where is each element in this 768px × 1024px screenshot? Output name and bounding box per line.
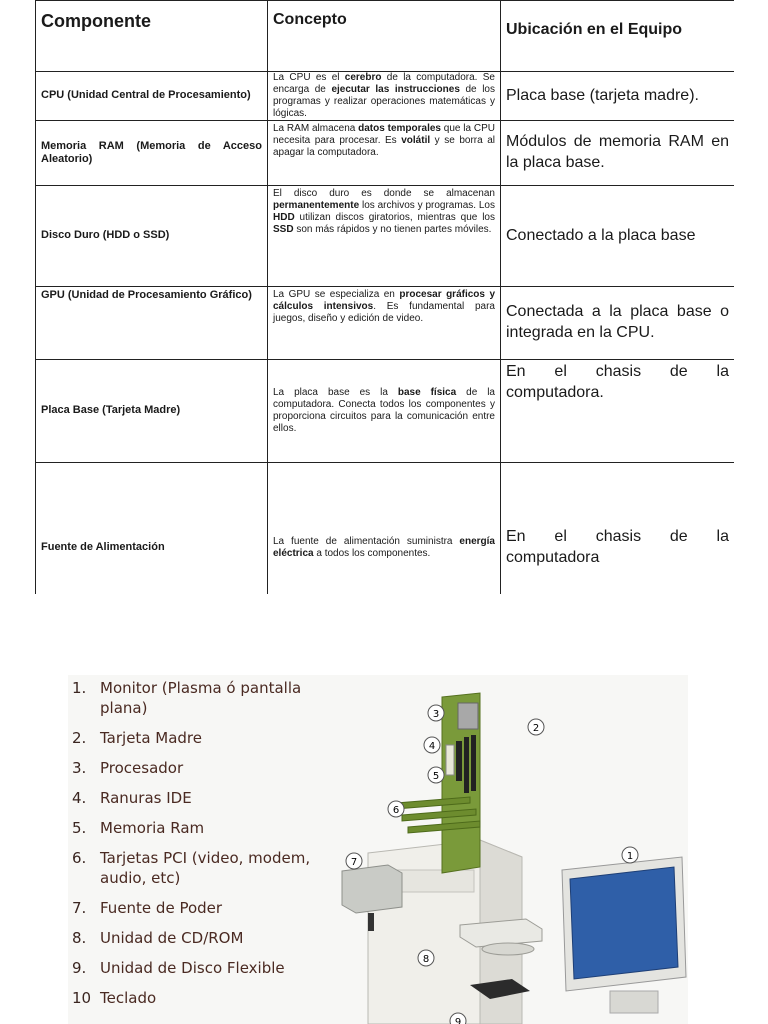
concept-cell [268, 121, 501, 186]
table-row [36, 72, 735, 121]
legend-text: Tarjetas PCI (video, modem, audio, etc) [100, 849, 311, 887]
svg-text:9: 9 [454, 1017, 462, 1024]
legend-number: 7. [72, 899, 87, 917]
legend-number: 3. [72, 759, 87, 777]
callout-3 [428, 705, 444, 721]
concept-text: El disco duro es donde se almacenan [273, 188, 495, 199]
component-cell: GPU (Unidad de Procesamiento Gráfico) [36, 287, 268, 360]
legend-text: Monitor (Plasma ó pantalla plana) [100, 679, 302, 717]
legend-text: Teclado [100, 989, 157, 1007]
location-cell: Placa base (tarjeta madre). [501, 72, 735, 121]
legend-item [72, 788, 332, 808]
concept-text: de los programas y realizar operaciones matemáticas y lógicas. [273, 84, 495, 119]
concept-text: . Es fundamental para juegos, diseño y edición de video. [273, 301, 495, 324]
legend-item [72, 758, 332, 778]
header-ubicacion: Ubicación en el Equipo [501, 1, 735, 72]
legend-number: 5. [72, 819, 87, 837]
callout-8 [418, 950, 434, 966]
legend-number: 2. [72, 729, 87, 747]
table-row [36, 287, 735, 360]
header-componente: Componente [36, 1, 268, 72]
svg-text:8: 8 [422, 954, 430, 965]
concept-emphasis: volátil [401, 135, 431, 146]
legend-item [72, 678, 332, 718]
concept-emphasis: ejecutar las instrucciones [331, 84, 460, 95]
concept-text: de la computadora. Conecta todos los componentes y proporciona circuitos para la comunicación entre ellos. [273, 387, 495, 434]
svg-text:6: 6 [392, 805, 400, 816]
callout-4 [424, 737, 440, 753]
location-cell: Conectado a la placa base [501, 186, 735, 287]
table-row [36, 463, 735, 595]
legend-number: 4. [72, 789, 87, 807]
svg-text:4: 4 [428, 741, 436, 752]
concept-cell [268, 186, 501, 287]
legend-text: Fuente de Poder [100, 899, 223, 917]
svg-text:3: 3 [432, 709, 440, 720]
components-table-container [35, 0, 734, 594]
callout-6 [388, 801, 404, 817]
legend-text: Memoria Ram [100, 819, 205, 837]
legend-text: Ranuras IDE [100, 789, 192, 807]
legend-number: 1. [72, 679, 87, 697]
legend-number: 8. [72, 929, 87, 947]
concept-text: que la CPU necesita para procesar. Es [273, 123, 495, 146]
concept-emphasis: HDD [273, 212, 295, 223]
concept-text: utilizan discos giratorios, mientras que los [294, 212, 495, 223]
components-table [35, 0, 734, 594]
concept-text: los archivos y programas. Los [359, 200, 495, 211]
concept-emphasis: procesar gráficos y cálculos intensivos [273, 289, 496, 312]
svg-text:1: 1 [626, 851, 634, 862]
legend-text: Procesador [100, 759, 184, 777]
svg-text:2: 2 [532, 723, 540, 734]
table-row [36, 360, 735, 463]
component-cell: Memoria RAM (Memoria de Acceso Aleatorio) [36, 121, 268, 186]
concept-text: La placa base es la [273, 387, 398, 398]
callout-1 [622, 847, 638, 863]
callout-5 [428, 767, 444, 783]
location-cell: Módulos de memoria RAM en la placa base. [501, 121, 735, 186]
concept-cell [268, 287, 501, 360]
legend-item [72, 818, 332, 838]
callout-9 [450, 1013, 466, 1024]
concept-text: y se borra al apagar la computadora. [273, 135, 495, 158]
legend-text: Unidad de Disco Flexible [100, 959, 285, 977]
component-cell: Disco Duro (HDD o SSD) [36, 186, 268, 287]
concept-cell [268, 360, 501, 463]
concept-emphasis: datos temporales [358, 123, 441, 134]
legend-item [72, 988, 332, 1008]
table-header-row [36, 1, 735, 72]
concept-cell [268, 72, 501, 121]
monitor [562, 857, 686, 1013]
parts-legend [72, 678, 332, 1018]
concept-emphasis: energía eléctrica [273, 536, 495, 559]
concept-text: de la computadora. Se encarga de [273, 72, 495, 95]
svg-text:5: 5 [432, 771, 440, 782]
component-cell: Fuente de Alimentación [36, 463, 268, 595]
legend-item [72, 848, 332, 888]
callout-2 [528, 719, 544, 735]
legend-text: Tarjeta Madre [100, 729, 202, 747]
legend-item [72, 728, 332, 748]
location-cell: En el chasis de la computadora [501, 463, 735, 595]
table-row [36, 186, 735, 287]
motherboard [442, 693, 480, 873]
location-cell: Conectada a la placa base o integrada en la CPU. [501, 287, 735, 360]
concept-text: La GPU se especializa en [273, 289, 400, 300]
concept-cell [268, 463, 501, 595]
legend-text: Unidad de CD/ROM [100, 929, 244, 947]
concept-text: La fuente de alimentación suministra [273, 536, 460, 547]
legend-item [72, 898, 332, 918]
concept-text: La CPU es el [273, 72, 345, 83]
header-concepto: Concepto [268, 1, 501, 72]
component-cell: Placa Base (Tarjeta Madre) [36, 360, 268, 463]
table-row [36, 121, 735, 186]
legend-item [72, 958, 332, 978]
legend-number: 6. [72, 849, 87, 867]
concept-text: a todos los componentes. [313, 548, 431, 559]
concept-emphasis: cerebro [344, 72, 382, 83]
computer-diagram [330, 675, 688, 1024]
legend-number: 9. [72, 959, 87, 977]
component-cell: CPU (Unidad Central de Procesamiento) [36, 72, 268, 121]
callout-7 [346, 853, 362, 869]
concept-emphasis: SSD [273, 224, 294, 235]
pci-cards [396, 797, 480, 833]
concept-text: son más rápidos y no tienen partes móviles. [293, 224, 492, 235]
svg-text:7: 7 [350, 857, 358, 868]
legend-number: 10 [72, 989, 92, 1007]
location-cell: En el chasis de la computadora. [501, 360, 735, 463]
concept-emphasis: permanentemente [273, 200, 360, 211]
legend-item [72, 928, 332, 948]
concept-emphasis: base física [397, 387, 457, 398]
concept-text: La RAM almacena [273, 123, 359, 134]
